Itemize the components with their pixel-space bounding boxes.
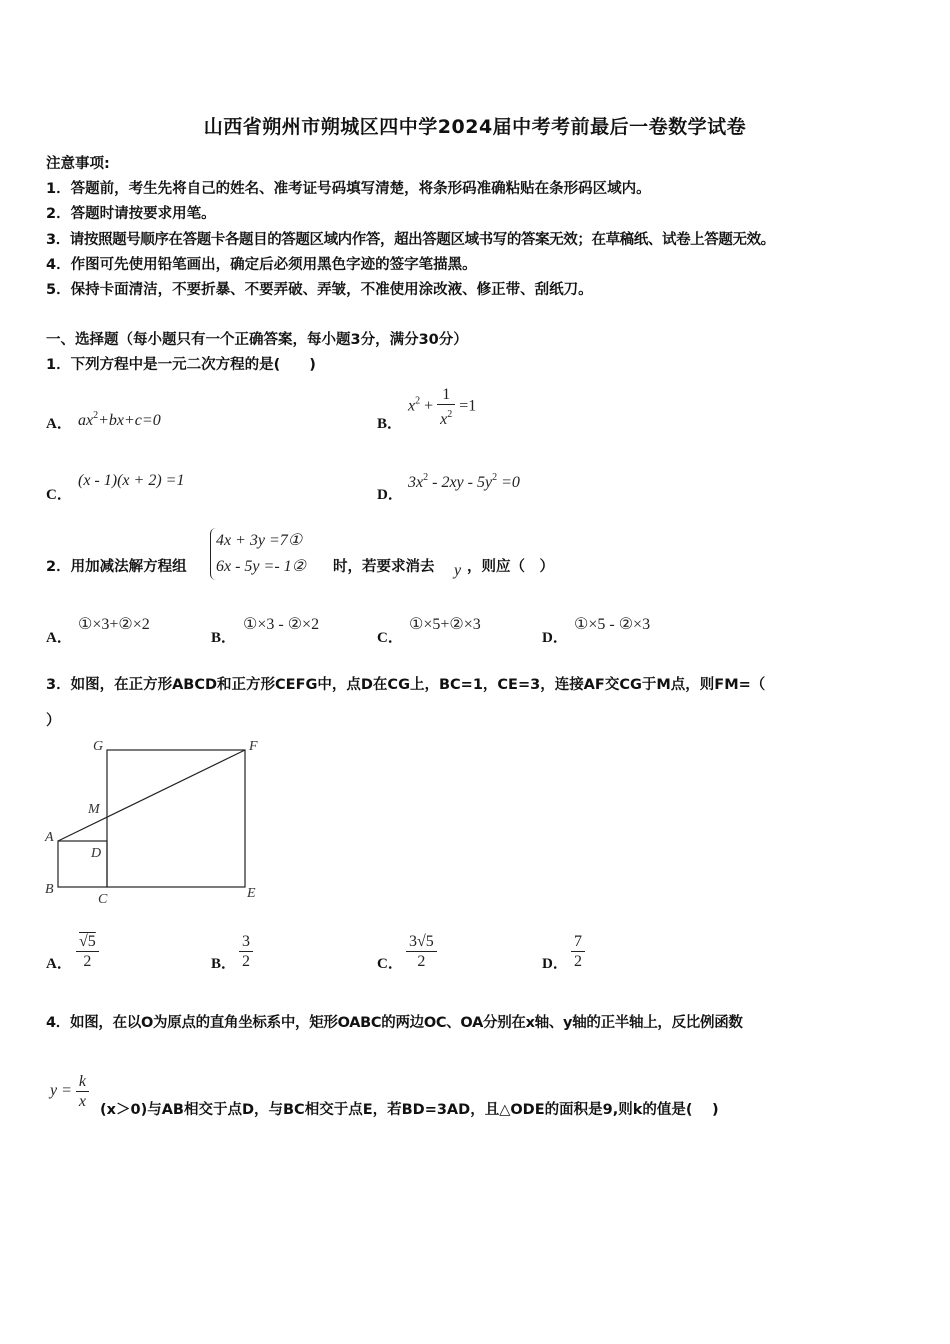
q2-variable: y: [454, 562, 462, 579]
option-label: C．: [377, 956, 403, 972]
q1-option-d: $3x^2 - 2xy - 5y^2 =0$: [408, 472, 520, 491]
notice-item: 3．请按照题号顺序在答题卡各题目的答题区域内作答，超出答题区域书写的答案无效；在草稿纸、试卷上答题无效。: [46, 232, 775, 248]
q1-option-a: $ax^2+bx+c=0$: [78, 410, 161, 429]
option-label: D．: [542, 956, 568, 972]
notice-heading: 注意事项:: [46, 156, 110, 172]
q2-option-a: ①×3+②×2: [78, 616, 150, 633]
question-4-stem-cont: (x＞0)与AB相交于点D，与BC相交于点E，若BD=3AD，且△ODE的面积是9,则k的值是( ): [100, 1102, 719, 1118]
label-e: E: [247, 886, 256, 901]
question-1-stem: 1．下列方程中是一元二次方程的是( ): [46, 357, 316, 373]
option-label: A．: [46, 630, 72, 646]
section-heading: 一、选择题（每小题只有一个正确答案，每小题3分，满分30分）: [46, 332, 468, 348]
q3-option-c: $\frac{3√5}{2}$: [406, 932, 437, 971]
label-a: A: [45, 830, 54, 845]
label-b: B: [45, 882, 54, 897]
question-3-stem: 3．如图，在正方形ABCD和正方形CEFG中，点D在CG上，BC=1，CE=3，连接AF交CG于M点，则FM=（: [46, 677, 766, 693]
q2-option-b: ①×3 - ②×2: [243, 616, 320, 633]
option-label: B．: [377, 416, 403, 432]
q4-function: y = $\frac{k}{x}$: [50, 1072, 89, 1111]
label-g: G: [93, 739, 104, 754]
segment-af: [58, 750, 245, 841]
q3-option-a: $\frac{√5}{2}$: [76, 932, 99, 971]
q3-figure: [40, 733, 280, 913]
q2-option-c: ①×5+②×3: [409, 616, 481, 633]
question-2-stem-cont: 时，若要求消去: [333, 559, 435, 575]
notice-item: 4．作图可先使用铅笔画出，确定后必须用黑色字迹的签字笔描黑。: [46, 257, 477, 273]
notice-item: 2．答题时请按要求用笔。: [46, 206, 216, 222]
q2-equation-system: 4x + 3y =7① 6x - 5y =- 1②: [210, 528, 306, 580]
option-label: C．: [46, 487, 72, 503]
question-4-stem: 4．如图，在以O为原点的直角坐标系中，矩形OABC的两边OC、OA分别在x轴、y轴的正半轴上，反比例函数: [46, 1015, 743, 1031]
page-title: 山西省朔州市朔城区四中学2024届中考考前最后一卷数学试卷: [203, 116, 747, 138]
q3-option-b: $\frac{3}{2}$: [239, 932, 253, 971]
q1-option-c: (x - 1)(x + 2) =1: [78, 472, 185, 489]
option-label: C．: [377, 630, 403, 646]
notice-item: 1．答题前，考生先将自己的姓名、准考证号码填写清楚，将条形码准确粘贴在条形码区域内。: [46, 181, 651, 197]
label-m: M: [88, 802, 100, 817]
option-label: D．: [377, 487, 403, 503]
question-3-stem-end: ）: [46, 713, 61, 729]
question-2-stem: 2．用加减法解方程组: [46, 559, 187, 575]
square-cefg: [107, 750, 245, 887]
q1-option-b: $x^2$ + $\frac{1}{x^2}$ =1: [408, 386, 477, 428]
option-label: A．: [46, 416, 72, 432]
label-f: F: [249, 739, 258, 754]
notice-item: 5．保持卡面清洁，不要折暴、不要弄破、弄皱，不准使用涂改液、修正带、刮纸刀。: [46, 282, 593, 298]
q3-option-d: $\frac{7}{2}$: [571, 932, 585, 971]
option-label: B．: [211, 630, 237, 646]
option-label: D．: [542, 630, 568, 646]
option-label: B．: [211, 956, 237, 972]
label-d: D: [91, 846, 102, 861]
option-label: A．: [46, 956, 72, 972]
question-2-stem-end: ，则应（ ）: [467, 559, 554, 575]
label-c: C: [98, 892, 108, 907]
q2-option-d: ①×5 - ②×3: [574, 616, 651, 633]
